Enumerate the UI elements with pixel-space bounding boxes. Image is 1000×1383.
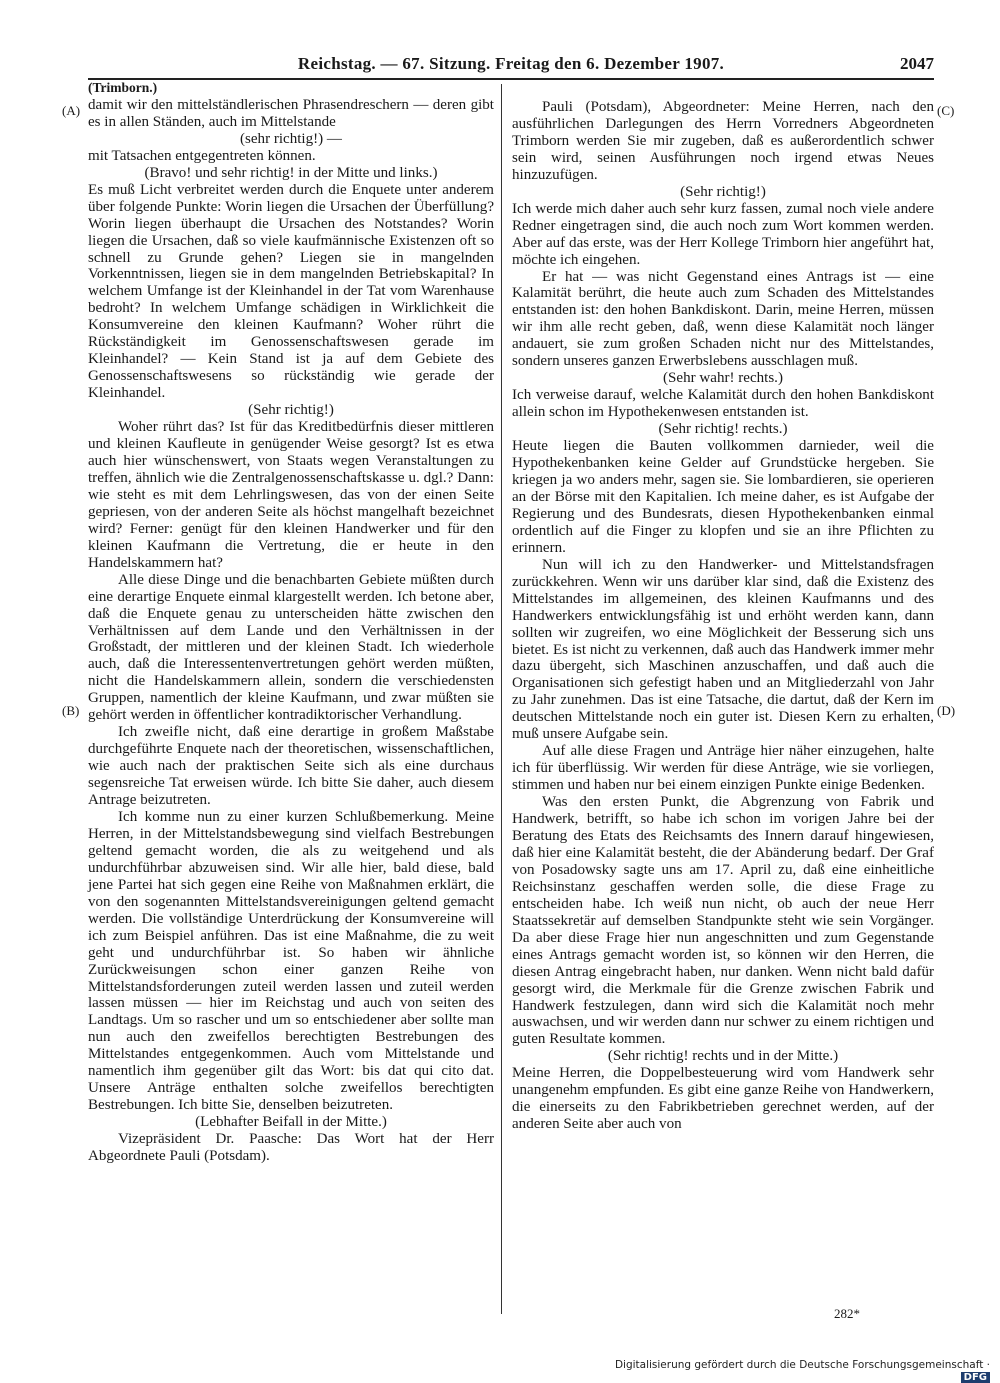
column-divider	[501, 84, 502, 1314]
right-column-paragraph: (Sehr richtig! rechts und in der Mitte.)	[607, 1048, 839, 1065]
page-title: Reichstag. — 67. Sitzung. Freitag den 6. Dezember 1907.	[297, 54, 725, 73]
left-column-paragraph: Ich zweifle nicht, daß eine derartige in großem Maßstabe durchgeführte Enquete nach der theoretischen, wissenschaftlichen, wie auch nach der praktischen Seite sich als eine durchaus segensreiche Tat erweisen würde. Ich bitte Sie daher, auch diesem Antrage beizutreten.	[88, 724, 494, 809]
left-column-paragraph: Ich komme nun zu einer kurzen Schlußbemerkung. Meine Herren, in der Mittelstandsbewegung sind vielfach Bestrebungen geltend gemacht worden, die als zu weitgehend und als undurchführbar abzuweisen sind. Wir alle hier, bald diese, bald jene Partei hat sich gegen eine Reihe von Maßnahmen erklärt, die von den sogenannten Mittelstandsvereinigungen geltend gemacht werden. Die vollständige Unterdrückung der Konsumvereine will ich zum Beispiel anführen. Das ist eine Maßnahme, die zu weit geht und undurchführbar ist. So haben wir ähnliche Zurückweisungen schon einer ganzen Reihe von Mittelstandsforderungen zuteil werden lassen und zuteil werden lassen müssen — hier im Reichstag und auch von seiten des Landtags. Um so rascher und um so entschiedener aber sollte man nun auch den zweifellos berechtigten Bestrebungen des Mittelstandes entgegenkommen. Auch vom Mittelstande und namentlich ihm gegenüber gilt das Wort: bis dat qui cito dat. Unsere Anträge enthalten solche zweifellos berechtigten Bestrebungen. Ich bitte Sie, denselben beizutreten.	[88, 808, 494, 1114]
footer-credit: Digitalisierung gefördert durch die Deutsche Forschungsgemeinschaft ·	[614, 1359, 990, 1371]
left-column-paragraph: (Bravo! und sehr richtig! in der Mitte und links.)	[144, 164, 438, 181]
right-column-paragraph: Pauli (Potsdam), Abgeordneter: Meine Herren, nach den ausführlichen Darlegungen des Herrn Vorredners Abgeordneten Trimborn werden Sie mir zugeben, daß es außerordentlich schwer sein wird, seinen Ausführungen noch irgend etwas Neues hinzuzufügen.	[512, 99, 934, 183]
left-column-paragraph: Woher rührt das? Ist für das Kreditbedürfnis dieser mittleren und kleinen Kaufleute in genügender Weise gesorgt? Ist es etwa auch hier wünschenswert, von Staats wegen Veranstaltungen zu treffen, ähnlich wie die Zentralgenossenschaftskasse u. dgl.? Dann: wie steht es mit dem Lehrlingswesen, das von der einen Seite gepriesen, von der anderen Seite als höchst mangelhaft bezeichnet wird? Ferner: genügt für den kleinen Handwerker und für den kleinen Kaufmann die Vertretung, die er heute in den Handelskammern hat?	[88, 419, 494, 571]
left-column-paragraph: (Sehr richtig!)	[248, 402, 334, 419]
margin-marker-a: (A)	[62, 103, 81, 118]
left-column-paragraph: mit Tatsachen entgegentreten können.	[88, 147, 316, 164]
left-column-paragraph: Vizepräsident Dr. Paasche: Das Wort hat der Herr Abgeordnete Pauli (Potsdam).	[88, 1131, 494, 1165]
margin-marker-d: (D)	[937, 703, 956, 718]
right-column	[512, 99, 934, 1133]
left-column-paragraph: (Trimborn.)	[88, 80, 158, 95]
left-column	[88, 80, 494, 1165]
dfg-logo: DFG	[961, 1372, 990, 1383]
page-number: 2047	[900, 54, 934, 73]
left-column-paragraph: damit wir den mittelständlerischen Phrasendreschern — deren gibt es in allen Ständen, auch im Mittelstande	[88, 96, 494, 130]
margin-marker-b: (B)	[62, 703, 80, 718]
right-column-paragraph: Auf alle diese Fragen und Anträge hier näher einzugehen, halte ich für überflüssig. Wir werden für diese Anträge, wie sie vorliegen, stimmen und haben nur bei einem einzigen Punkte einige Bedenken.	[512, 743, 934, 794]
right-column-paragraph: Heute liegen die Bauten vollkommen darnieder, weil die Hypothekenbanken keine Gelder auf Grundstücke hergeben. Sie kriegen ja wo anders mehr, sagen sie. Sie lombardieren, sie operieren an der Börse mit den Kapitalien. Ich meine daher, es ist Aufgabe der Regierung und des Bundesrats, diesen Hypothekenbanken einmal ordentlich auf die Finger zu klopfen und sie an ihre Pflichten zu erinnern.	[512, 438, 934, 556]
footer	[590, 1359, 990, 1383]
left-column-paragraph: (sehr richtig!) —	[240, 130, 342, 147]
margin-marker-c: (C)	[937, 103, 955, 118]
right-column-paragraph: (Sehr richtig! rechts.)	[658, 421, 788, 438]
right-column-paragraph: Nun will ich zu den Handwerker- und Mittelstandsfragen zurückkehren. Wenn wir uns darüber klar sind, daß die Existenz des Mittelstandes im allgemeinen, des kleinen Kaufmanns und des Handwerkers entwicklungsfähig ist und erhöht werden kann, dann sollten wir zugreifen, wo eine Möglichkeit der Besserung sich uns bietet. Es ist nicht zu verkennen, daß auch das Handwerk immer mehr dazu übergeht, sich Maschinen anzuschaffen, und daß auch die Organisationen sich gefestigt haben und an Mitgliederzahl von Jahr zu Jahr zunehmen. Das ist eine Tatsache, die dartut, daß der Kern im deutschen Mittelstande noch ein guter ist. Diesen Kern zu erhalten, muß unsere Aufgabe sein.	[512, 556, 934, 743]
left-column-paragraph: Es muß Licht verbreitet werden durch die Enquete unter anderem über folgende Punkte: Worin liegen die Ursachen der Überfüllung? Worin liegen überhaupt die Ursachen des Notstandes? Worin liegen die Ursachen, daß so viele kaufmännische Existenzen oft so schnell zu Grunde gehen? Liegen sie in mangelnden Vorkenntnissen, liegen sie in dem mangelnden Betriebskapital? In welchem Umfange ist der Kleinhandel in der Tat vom Warenhause bedroht? In welchem Umfange schädigen in Wirklichkeit die Konsumvereine den kleinen Kaufmann? Woher rührt die Rückständigkeit im Genossenschaftswesen gerade im Kleinhandel? — Kein Stand ist ja auf dem Gebiete des Genossenschaftswesens so rückständig wie gerade der Kleinhandel.	[88, 181, 494, 402]
right-column-paragraph: (Sehr richtig!)	[680, 183, 766, 200]
right-column-paragraph: Ich werde mich daher auch sehr kurz fassen, zumal noch viele andere Redner eingetragen sind, die auch noch zum Wort kommen werden. Aber auf das erste, was der Herr Kollege Trimborn hier angeführt hat, möchte ich eingehen.	[512, 200, 934, 268]
right-column-paragraph: Was den ersten Punkt, die Abgrenzung von Fabrik und Handwerk, betrifft, so habe ich schon im vorigen Jahre bei der Beratung des Etats des Reichsamts des Innern darauf hingewiesen, daß hier eine Kalamität besteht, die der Abänderung bedarf. Der Graf von Posadowsky sagte uns am 17. April zu, daß eine einheitliche Reichsinstanz geschaffen werden solle, die diese Frage zu entscheiden habe. Ich weiß nun nicht, ob auch der neue Herr Staatssekretär auf demselben Standpunkte steht wie sein Vorgänger. Da aber diese Frage hier nun angeschnitten und zum Gegenstande eines Antrags gemacht worden ist, so können wir den Herren, die diesen Antrag eingebracht haben, nur danken. Wenn nicht bald dafür gesorgt wird, die Merkmale für die Grenze zwischen Fabrik und Handwerk festzulegen, dann wird sich die Kalamität noch mehr auswachsen, und wir werden dann nur schwer zu einem richtigen und guten Resultate kommen.	[512, 794, 934, 1048]
running-header	[88, 54, 934, 76]
right-column-paragraph: Meine Herren, die Doppelbesteuerung wird vom Handwerk sehr unangenehm empfunden. Es gibt eine ganze Reihe von Handwerkern, die einerseits zu den Fabrikbetrieben gerechnet werden, auf der anderen Seite aber auch von	[512, 1065, 934, 1133]
right-column-paragraph: Er hat — was nicht Gegenstand eines Antrags ist — eine Kalamität berührt, die heute auch zum Schaden des Mittelstandes entstanden ist: den hohen Bankdiskont. Darin, meine Herren, müssen wir ihm alle recht geben, daß, wenn diese Kalamität noch länger andauert, sie zum großen Schaden nicht nur des Mittelstandes, sondern unseres ganzen Erwerbslebens ausschlagen muß.	[512, 268, 934, 370]
left-column-paragraph: Alle diese Dinge und die benachbarten Gebiete müßten durch eine derartige Enquete einmal klargestellt werden. Ich betone aber, daß die Enquete genau zu unterscheiden hätte zwischen den Verhältnissen auf dem Lande und den Verhältnissen in der Großstadt, der mittleren und der kleinen Stadt. Ich wiederhole auch, daß die Interessentenvertretungen gehört werden müßten, nicht die Handelskammern allein, sondern die verschiedensten Gruppen, namentlich der kleine Kaufmann, und zwar müßten sie gehört werden in öffentlicher kontradiktorischer Verhandlung.	[88, 571, 494, 724]
left-column-paragraph: (Lebhafter Beifall in der Mitte.)	[195, 1114, 387, 1131]
right-column-paragraph: (Sehr wahr! rechts.)	[663, 370, 783, 387]
right-column-paragraph: Ich verweise darauf, welche Kalamität durch den hohen Bankdiskont allein schon im Hypothekenwesen entstanden ist.	[512, 387, 934, 421]
sheet-signature: 282*	[834, 1306, 860, 1321]
